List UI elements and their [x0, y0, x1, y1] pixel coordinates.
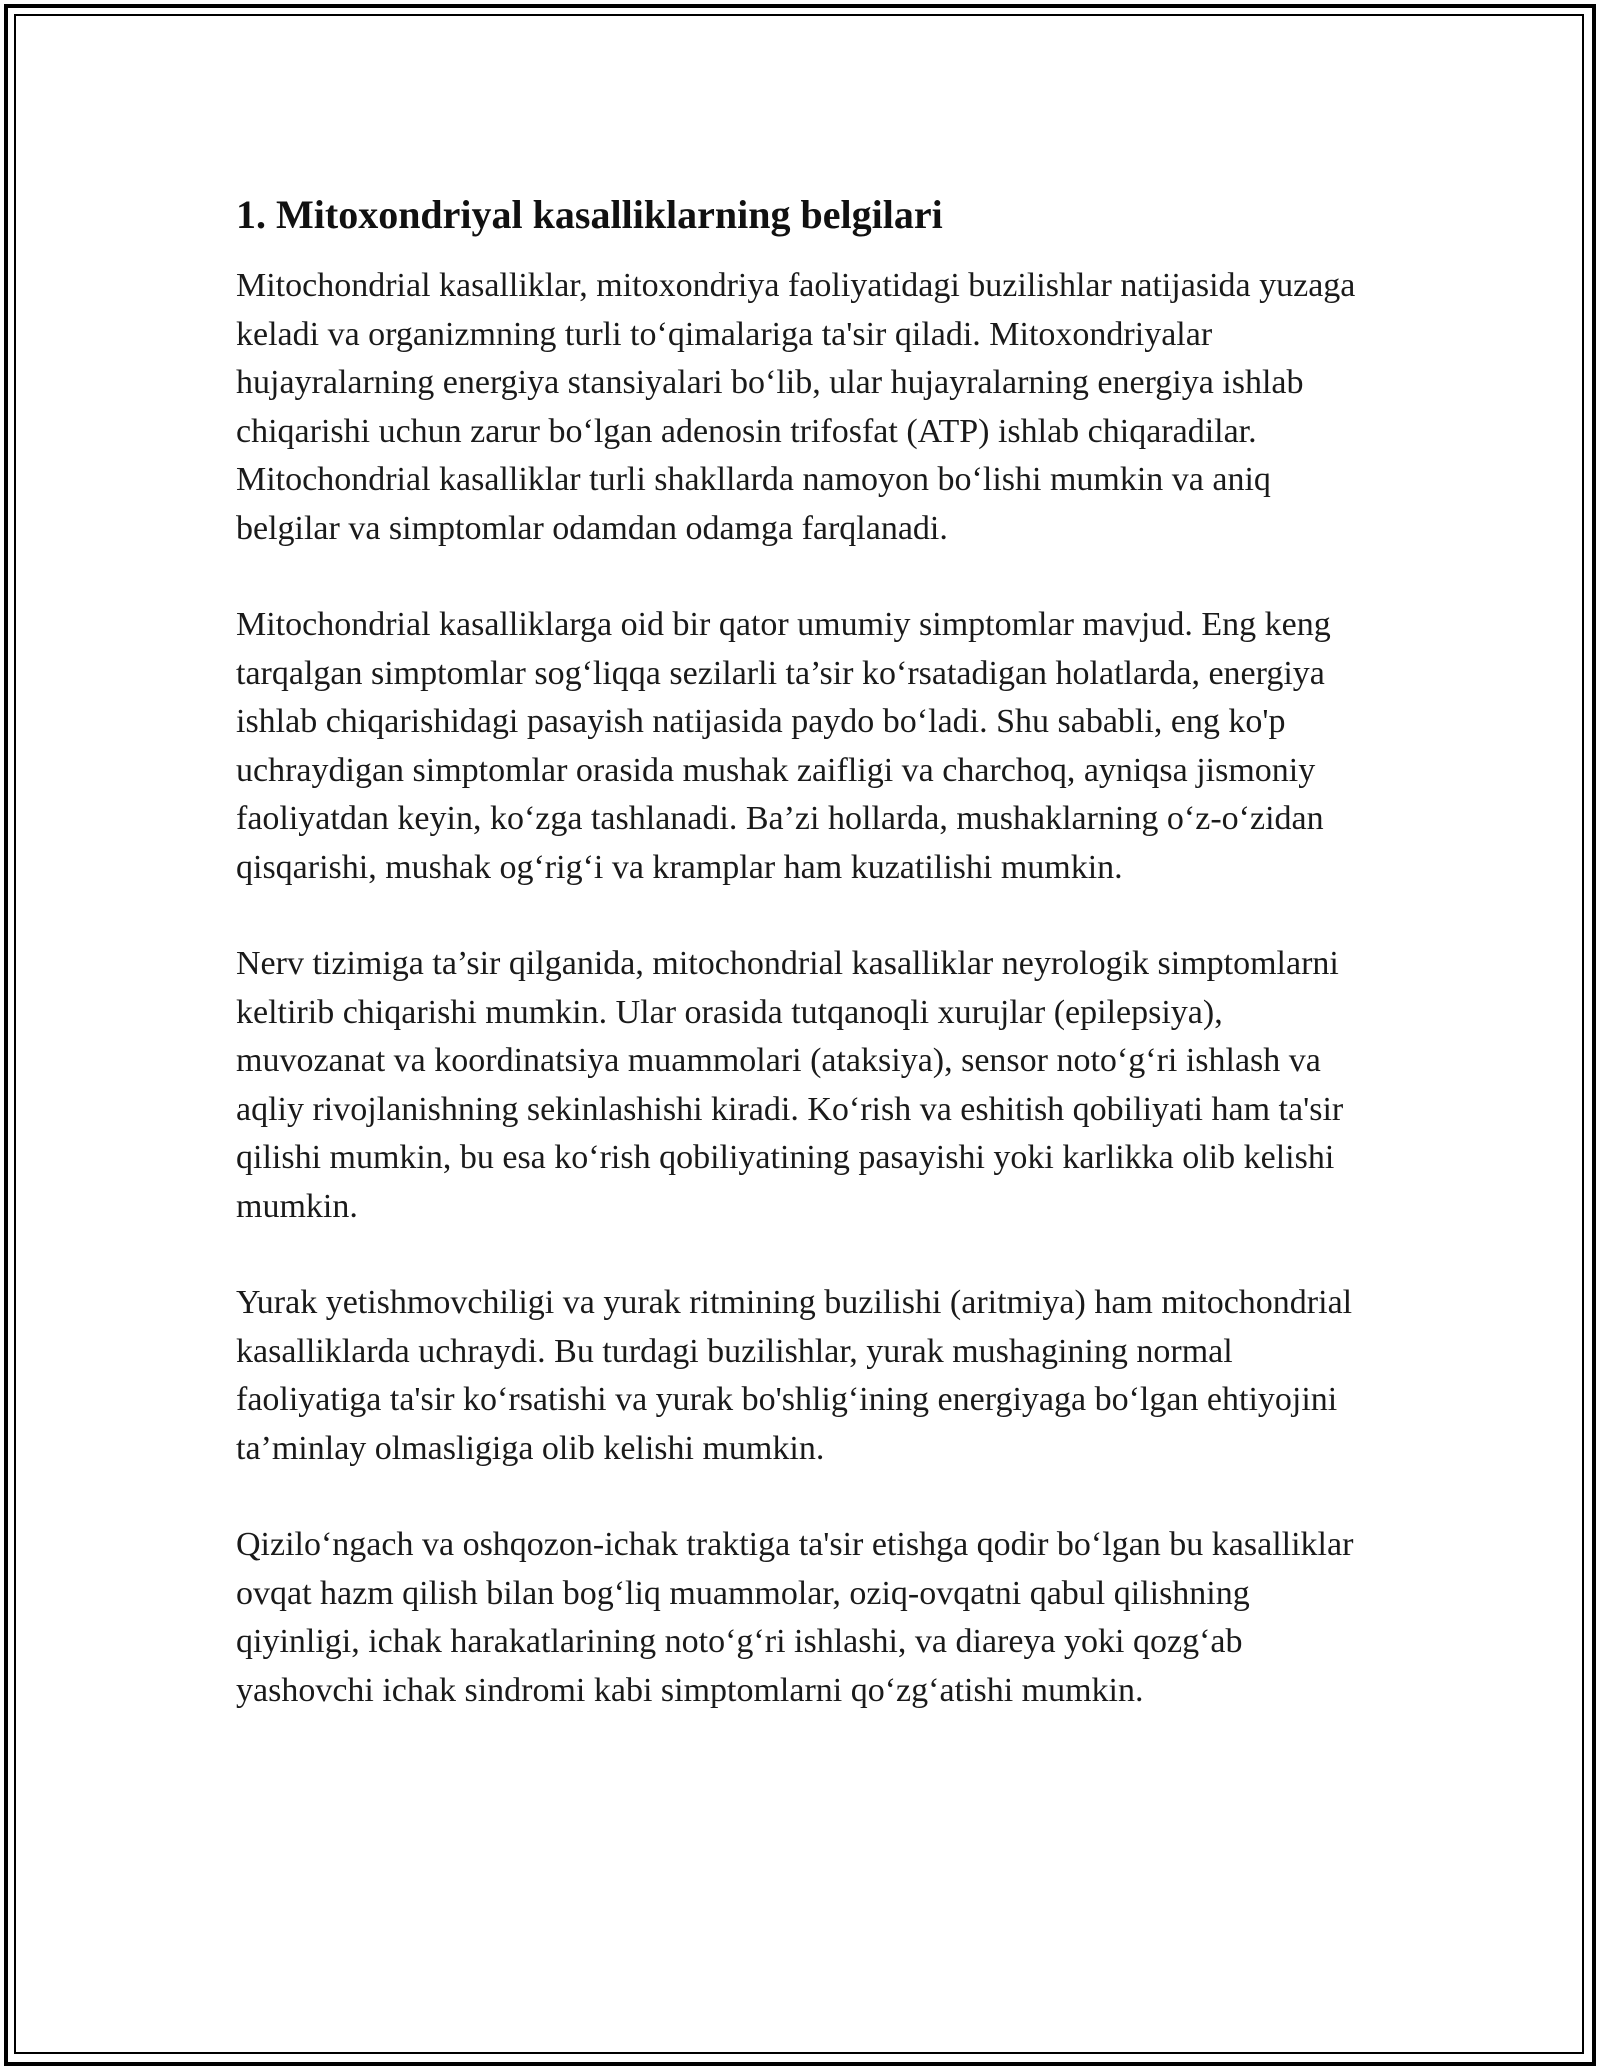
paragraph-2: Mitochondrial kasalliklarga oid bir qator umumiy simptomlar mavjud. Eng keng tarqalgan simptomlar sog‘liqqa sezilarli ta’sir ko‘rsatadigan holatlarda, energiya ishlab chiqarishidagi pasayish natijasida paydo bo‘ladi. Shu sababli, eng ko'p uchraydigan simptomlar orasida mushak zaifligi va charchoq, ayniqsa jismoniy faoliyatdan keyin, ko‘zga tashlanadi. Ba’zi hollarda, mushaklarning o‘z-o‘zidan qisqarishi, mushak og‘rig‘i va kramplar ham kuzatilishi mumkin.	[236, 606, 1331, 886]
paragraph-1: Mitochondrial kasalliklar, mitoxondriya faoliyatidagi buzilishlar natijasida yuzaga keladi va organizmning turli to‘qimalariga ta'sir qiladi. Mitoxondriyalar hujayralarning energiya stansiyalari bo‘lib, ular hujayralarning energiya ishlab chiqarishi uchun zarur bo‘lgan adenosin trifosfat (ATP) ishlab chiqaradilar. Mitochondrial kasalliklar turli shakllarda namoyon bo‘lishi mumkin va aniq belgilar va simptomlar odamdan odamga farqlanadi.	[236, 267, 1356, 547]
paragraph-5: Qizilo‘ngach va oshqozon-ichak traktiga ta'sir etishga qodir bo‘lgan bu kasalliklar ovqat hazm qilish bilan bog‘liq muammolar, oziq-ovqatni qabul qilishning qiyinligi, ichak harakatlarining noto‘g‘ri ishlashi, va diareya yoki qozg‘ab yashovchi ichak sindromi kabi simptomlarni qo‘zg‘atishi mumkin.	[236, 1526, 1354, 1709]
section-heading: 1. Mitoxondriyal kasalliklarning belgilari	[236, 192, 943, 237]
paragraph-4: Yurak yetishmovchiligi va yurak ritmining buzilishi (aritmiya) ham mitochondrial kasalliklarda uchraydi. Bu turdagi buzilishlar, yurak mushagining normal faoliyatiga ta'sir ko‘rsatishi va yurak bo'shlig‘ining energiyaga bo‘lgan ehtiyojini ta’minlay olmasligiga olib kelishi mumkin.	[236, 1284, 1353, 1467]
paragraph-3: Nerv tizimiga ta’sir qilganida, mitochondrial kasalliklar neyrologik simptomlarni keltirib chiqarishi mumkin. Ular orasida tutqanoqli xurujlar (epilepsiya), muvozanat va koordinatsiya muammolari (ataksiya), sensor noto‘g‘ri ishlash va aqliy rivojlanishning sekinlashishi kiradi. Ko‘rish va eshitish qobiliyati ham ta'sir qilishi mumkin, bu esa ko‘rish qobiliyatining pasayishi yoki karlikka olib kelishi mumkin.	[236, 945, 1344, 1225]
document-body	[236, 190, 1366, 1763]
